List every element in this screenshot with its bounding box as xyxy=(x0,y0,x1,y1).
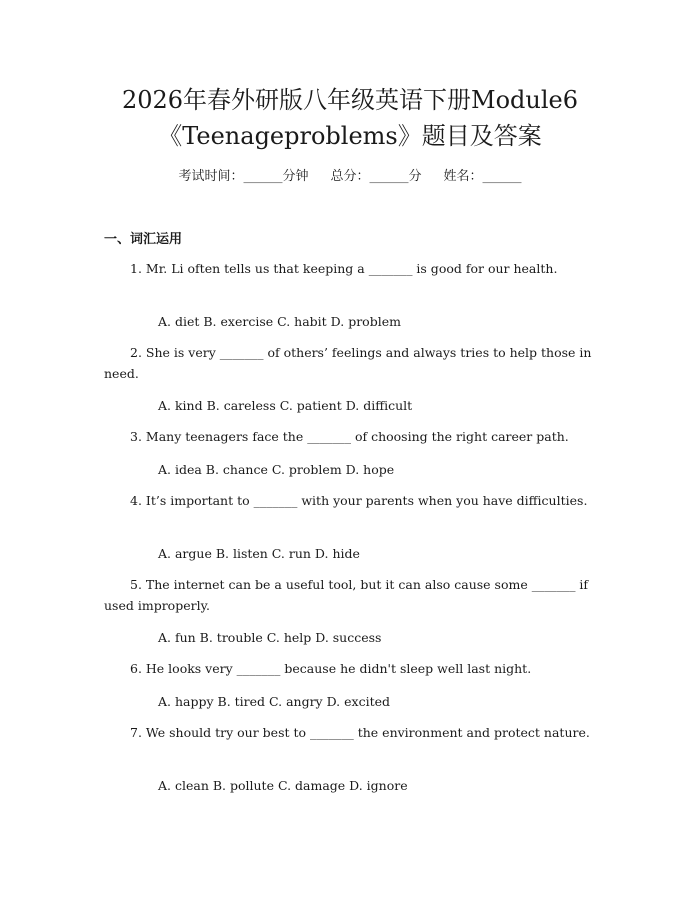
question-3: 3. Many teenagers face the _______ of choosing the right career path. xyxy=(130,429,569,444)
question-7-options: A. clean B. pollute C. damage D. ignore xyxy=(158,778,408,793)
question-2: 2. She is very _______ of others’ feelings and always tries to help those in need. xyxy=(104,345,592,381)
document-title-line2: 《Teenageproblems》题目及答案 xyxy=(158,122,542,150)
question-3-options: A. idea B. chance C. problem D. hope xyxy=(158,462,395,477)
student-name-field: 姓名：______ xyxy=(443,169,522,184)
question-4-options: A. argue B. listen C. run D. hide xyxy=(158,546,360,561)
exam-time-field: 考试时间：______分钟 xyxy=(178,169,309,184)
question-2-options: A. kind B. careless C. patient D. difficult xyxy=(158,398,413,413)
question-4: 4. It’s important to _______ with your parents when you have difficulties. xyxy=(130,493,588,508)
question-1: 1. Mr. Li often tells us that keeping a _______ is good for our health. xyxy=(130,261,558,276)
question-5: 5. The internet can be a useful tool, but it can also cause some _______ if used improperly. xyxy=(104,577,589,613)
total-score-field: 总分：______分 xyxy=(330,169,422,184)
question-6-options: A. happy B. tired C. angry D. excited xyxy=(158,694,390,709)
document-title-line1: 2026年春外研版八年级英语下册Module6 xyxy=(121,86,579,114)
question-7: 7. We should try our best to _______ the environment and protect nature. xyxy=(130,725,590,740)
question-5-options: A. fun B. trouble C. help D. success xyxy=(158,630,382,645)
question-6: 6. He looks very _______ because he didn't sleep well last night. xyxy=(130,661,532,676)
section-heading: 一、词汇运用 xyxy=(104,232,183,247)
question-1-options: A. diet B. exercise C. habit D. problem xyxy=(158,314,401,329)
exam-info xyxy=(0,168,700,186)
